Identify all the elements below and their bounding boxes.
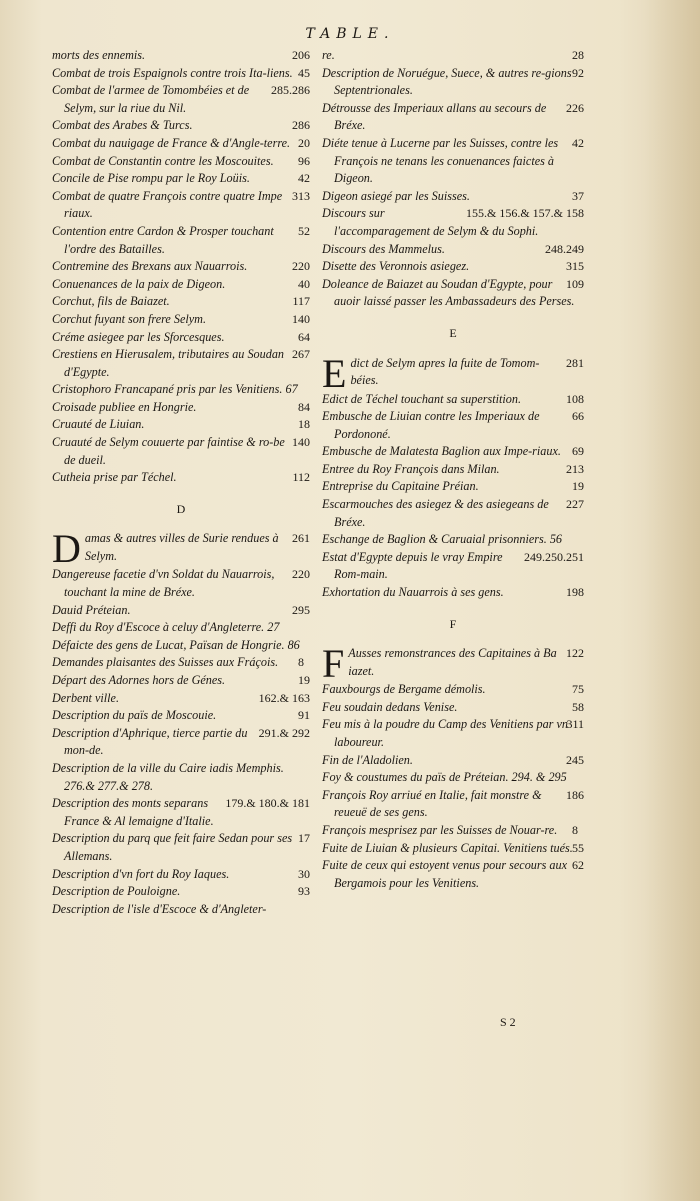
index-entry — [322, 478, 584, 496]
index-entry — [52, 602, 310, 620]
entry-text: Discours sur l'accomparagement de Selym & du Sophi. — [322, 206, 539, 238]
entry-page-number: 206 — [292, 48, 310, 62]
index-entry — [322, 769, 584, 787]
entry-text: Embusche de Liuian contre les Imperiaux de Pordononé. — [322, 409, 540, 441]
index-entry — [322, 787, 584, 822]
index-entry — [52, 526, 310, 572]
index-entry — [52, 830, 310, 865]
index-entry — [52, 434, 310, 469]
entry-text: Entreprise du Capitaine Préian. — [322, 479, 479, 494]
entry-text: Cutheia prise par Téchel. — [52, 470, 177, 485]
index-entry — [52, 637, 310, 655]
index-entry — [52, 82, 310, 117]
entry-text: Diéte tenue à Lucerne par les Suisses, contre les François ne tenans les conuenances faictes à Digeon. — [322, 135, 559, 186]
index-entry — [52, 311, 310, 329]
entry-page-number: 42 — [298, 171, 310, 186]
index-entry — [52, 346, 310, 381]
entry-page-number: 55 — [572, 840, 584, 855]
index-entry — [52, 381, 310, 399]
entry-text: Combat du nauigage de France & d'Angle-terre. — [52, 135, 291, 150]
entry-text: Conuenances de la paix de Digeon. — [52, 276, 226, 291]
entry-text: Combat de l'armee de Tomombéies et de Selym, sur la riue du Nil. — [52, 83, 250, 115]
entry-text: re. — [322, 48, 335, 62]
section-heading-d: D — [176, 501, 186, 516]
index-entry — [322, 135, 584, 188]
index-entry — [52, 883, 310, 901]
index-entry — [322, 241, 584, 259]
entry-text: Edict de Téchel touchant sa superstition. — [322, 391, 522, 406]
entry-page-number: 313 — [292, 188, 310, 203]
entry-text: Description de Pouloigne. — [52, 884, 181, 899]
entry-text: Combat de trois Espaignols contre trois Ita-liens. — [52, 65, 293, 80]
entry-page-number: 52 — [298, 223, 310, 238]
entry-page-number: 19 — [572, 479, 584, 494]
entry-page-number: 37 — [572, 188, 584, 203]
index-entry — [322, 584, 584, 602]
entry-page-number: 122 — [566, 646, 584, 661]
index-entry — [52, 690, 310, 708]
entry-page-number: 291.& 292 — [258, 725, 310, 740]
index-entry — [322, 258, 584, 276]
entry-page-number: 286 — [292, 118, 310, 133]
entry-page-number: 109 — [566, 276, 584, 291]
index-entry — [52, 399, 310, 417]
entry-page-number: 92 — [572, 65, 584, 80]
index-entry — [52, 566, 310, 601]
section-heading-e: E — [449, 325, 457, 340]
entry-text: Dangereuse facetie d'vn Soldat du Nauarrois, touchant la mine de Bréxe. — [52, 567, 275, 600]
index-entry — [52, 619, 310, 637]
entry-page-number: 69 — [572, 444, 584, 459]
index-entry — [52, 276, 310, 294]
entry-text: Entree du Roy François dans Milan. — [322, 461, 500, 476]
drop-cap-letter: D — [52, 526, 81, 572]
entry-text: Contention entre Cardon & Prosper touchant l'ordre des Batailles. — [52, 223, 274, 256]
index-entry — [322, 47, 584, 65]
entry-page-number: 179.& 180.& 181 — [225, 796, 310, 811]
entry-text: Eschange de Baglion & Caruaial prisonniers. 56 — [322, 532, 563, 547]
entry-text: Fuite de Liuian & plusieurs Capitai. Venitiens tués. — [322, 840, 573, 855]
entry-text: Description des monts separans France & Al lemaigne d'Italie. — [52, 796, 214, 828]
entry-page-number: 213 — [566, 461, 584, 476]
page-header-title: TABLE. — [305, 26, 395, 42]
entry-text: Fauxbourgs de Bergame démolis. — [322, 682, 486, 697]
index-entry — [52, 866, 310, 884]
index-entry — [322, 461, 584, 479]
entry-text: Combat de Constantin contre les Moscouites. — [52, 153, 274, 168]
page-edge-shading — [620, 0, 700, 1201]
entry-text: Description du parq que feit faire Sedan pour ses Allemans. — [52, 831, 293, 863]
index-entry — [322, 857, 584, 892]
entry-page-number: 295 — [292, 602, 310, 617]
signature-mark: S 2 — [500, 1015, 516, 1029]
index-entry — [322, 391, 584, 409]
entry-text: dict de Selym apres la fuite de Tomom-béies. — [350, 355, 540, 388]
entry-page-number: 91 — [298, 708, 310, 723]
index-entry — [322, 408, 584, 443]
index-entry — [322, 641, 584, 687]
entry-page-number: 248.249 — [545, 241, 584, 256]
index-entry — [52, 707, 310, 725]
entry-page-number: 28 — [572, 48, 584, 62]
entry-text: François mesprisez par les Suisses de Nouar-re. — [322, 822, 558, 837]
right-column — [322, 47, 584, 892]
entry-text: Description du païs de Moscouie. — [52, 708, 217, 723]
entry-text: Cristophoro Francapané pris par les Venitiens. 67 — [52, 382, 298, 397]
entry-page-number: 220 — [292, 259, 310, 274]
entry-page-number: 220 — [292, 567, 310, 582]
index-entry — [52, 469, 310, 487]
entry-page-number: 30 — [298, 866, 310, 881]
entry-text: Description de Noruégue, Suece, & autres re-gions Septentrionales. — [322, 65, 572, 98]
index-entry — [322, 531, 584, 549]
entry-page-number: 227 — [566, 497, 584, 512]
index-entry — [322, 276, 584, 311]
index-entry — [322, 100, 584, 135]
entry-text: morts des ennemis. — [52, 48, 146, 62]
entry-page-number: 186 — [566, 787, 584, 802]
entry-page-number: 8 — [572, 822, 578, 837]
entry-page-number: 8 — [298, 655, 304, 670]
index-entry — [322, 822, 584, 840]
entries-c — [52, 47, 310, 487]
index-entry — [52, 725, 310, 760]
index-entry — [52, 654, 310, 672]
entry-page-number: 140 — [292, 311, 310, 326]
entry-page-number: 245 — [566, 752, 584, 767]
left-column — [52, 47, 310, 918]
drop-cap-letter: F — [322, 641, 345, 687]
index-entry — [322, 350, 584, 396]
entry-page-number: 64 — [298, 329, 310, 344]
entry-page-number: 96 — [298, 153, 310, 168]
index-entry — [322, 681, 584, 699]
entry-page-number: 162.& 163 — [258, 690, 310, 705]
entry-page-number: 42 — [572, 135, 584, 150]
entry-text: Derbent ville. — [52, 690, 120, 705]
entries-e — [322, 350, 584, 602]
entry-text: Description d'Aphrique, tierce partie du mon-de. — [52, 725, 248, 758]
entry-text: Exhortation du Nauarrois à ses gens. — [322, 585, 504, 600]
entry-page-number: 18 — [298, 417, 310, 432]
index-entry — [52, 135, 310, 153]
entry-text: Description de l'isle d'Escoce & d'Angleter- — [52, 901, 267, 916]
entry-text: Embusche de Malatesta Baglion aux Impe-riaux. — [322, 444, 561, 459]
entry-text: Description d'vn fort du Roy Iaques. — [52, 866, 230, 881]
index-entry — [322, 549, 584, 584]
entry-page-number: 20 — [298, 135, 310, 150]
entry-page-number: 45 — [298, 65, 310, 80]
entry-text: Détrousse des Imperiaux allans au secours de Bréxe. — [322, 100, 547, 133]
entry-text: Corchut fuyant son frere Selym. — [52, 311, 207, 326]
entry-page-number: 315 — [566, 259, 584, 274]
entry-text: Croisade publiee en Hongrie. — [52, 399, 197, 414]
entry-text: amas & autres villes de Surie rendues à Selym. — [84, 531, 279, 564]
index-entry — [322, 716, 584, 751]
entry-page-number: 155.& 156.& 157.& 158 — [465, 206, 584, 221]
entries-f — [322, 641, 584, 892]
entry-text: Départ des Adornes hors de Génes. — [52, 673, 226, 687]
entry-text: Disette des Veronnois asiegez. — [322, 259, 470, 274]
entry-page-number: 249.250.251 — [524, 549, 584, 564]
entry-page-number: 17 — [298, 831, 310, 846]
entry-text: Feu mis à la poudre du Camp des Venitiens par vn laboureur. — [322, 717, 568, 749]
entry-page-number: 112 — [292, 470, 310, 485]
entry-text: Créme asiegee par les Sforcesques. — [52, 329, 225, 344]
entry-page-number: 117 — [292, 294, 310, 309]
entries-top-right — [322, 47, 584, 311]
entry-text: Concile de Pise rompu par le Roy Loüis. — [52, 171, 250, 186]
index-entry — [52, 117, 310, 135]
index-entry — [52, 329, 310, 347]
entry-text: Description de la ville du Caire iadis Memphis. 276.& 277.& 278. — [52, 760, 284, 793]
index-entry — [52, 258, 310, 276]
index-entry — [52, 416, 310, 434]
entry-text: Cruauté de Liuian. — [52, 417, 145, 432]
index-entry — [52, 795, 310, 830]
entry-text: François Roy arriué en Italie, fait monstre & reueuë de ses gens. — [322, 787, 542, 820]
entry-page-number: 285.286 — [271, 83, 310, 98]
entry-text: Deffi du Roy d'Escoce à celuy d'Angleterre. 27 — [52, 620, 280, 635]
index-entry — [52, 170, 310, 188]
entry-text: Corchut, fils de Baiazet. — [52, 294, 170, 309]
entry-text: Ausses remonstrances des Capitaines à Ba iazet. — [348, 646, 557, 678]
index-entry — [322, 205, 584, 240]
entry-page-number: 198 — [566, 585, 584, 600]
entry-page-number: 84 — [298, 399, 310, 414]
index-entry — [52, 188, 310, 223]
entry-page-number: 75 — [572, 682, 584, 697]
entry-page-number: 58 — [572, 699, 584, 714]
entry-page-number: 311 — [566, 717, 584, 732]
index-entry — [322, 443, 584, 461]
entry-text: Estat d'Egypte depuis le vray Empire Rom-main. — [322, 549, 503, 582]
index-entry — [322, 496, 584, 531]
entry-page-number: 66 — [572, 409, 584, 424]
entry-page-number: 140 — [292, 435, 310, 450]
entry-page-number: 93 — [298, 884, 310, 899]
entry-text: Combat de quatre François contre quatre Impe riaux. — [52, 188, 283, 221]
entries-d — [52, 526, 310, 918]
entry-page-number: 19 — [298, 673, 310, 687]
entry-text: Escarmouches des asiegez & des asiegeans de Bréxe. — [322, 497, 549, 529]
entry-text: Crestiens en Hierusalem, tributaires au Soudan d'Egypte. — [52, 347, 285, 379]
entry-text: Dauid Préteian. — [52, 602, 131, 617]
entry-text: Demandes plaisantes des Suisses aux Fráçois. — [52, 655, 279, 670]
entry-text: Cruauté de Selym couuerte par faintise & ro-be de dueil. — [52, 435, 285, 467]
entry-text: Feu soudain dedans Venise. — [322, 699, 458, 714]
entry-page-number: 62 — [572, 858, 584, 873]
entry-text: Combat des Arabes & Turcs. — [52, 118, 193, 133]
entry-text: Défaicte des gens de Lucat, Païsan de Hongrie. 86 — [52, 637, 300, 652]
index-entry — [52, 65, 310, 83]
entry-page-number: 261 — [292, 531, 310, 546]
entry-text: Doleance de Baiazet au Soudan d'Egypte, pour auoir laissé passer les Ambassadeurs des Perses. — [322, 276, 575, 309]
entry-text: Contremine des Brexans aux Nauarrois. — [52, 259, 248, 274]
entry-text: Digeon asiegé par les Suisses. — [322, 188, 470, 203]
index-entry — [52, 293, 310, 311]
entry-page-number: 40 — [298, 276, 310, 291]
section-heading-f: F — [449, 616, 457, 631]
index-entry — [52, 760, 310, 795]
index-entry — [52, 47, 310, 65]
entry-text: Discours des Mammelus. — [322, 241, 445, 256]
entry-text: Foy & coustumes du païs de Préteian. 294. & 295 — [322, 770, 567, 785]
entry-page-number: 108 — [566, 391, 584, 406]
entry-page-number: 281 — [566, 355, 584, 370]
entry-page-number: 226 — [566, 100, 584, 115]
entry-text: Fin de l'Aladolien. — [322, 752, 413, 767]
index-entry — [322, 840, 584, 858]
index-entry — [52, 153, 310, 171]
index-entry — [322, 699, 584, 717]
index-entry — [52, 672, 310, 690]
index-entry — [322, 65, 584, 100]
entry-text: Fuite de ceux qui estoyent venus pour secours aux Bergamois pour les Venitiens. — [322, 858, 568, 890]
entry-page-number: 267 — [292, 347, 310, 362]
index-entry — [322, 188, 584, 206]
index-entry — [322, 752, 584, 770]
drop-cap-letter: E — [322, 350, 347, 396]
index-entry — [52, 223, 310, 258]
index-entry — [52, 901, 310, 919]
